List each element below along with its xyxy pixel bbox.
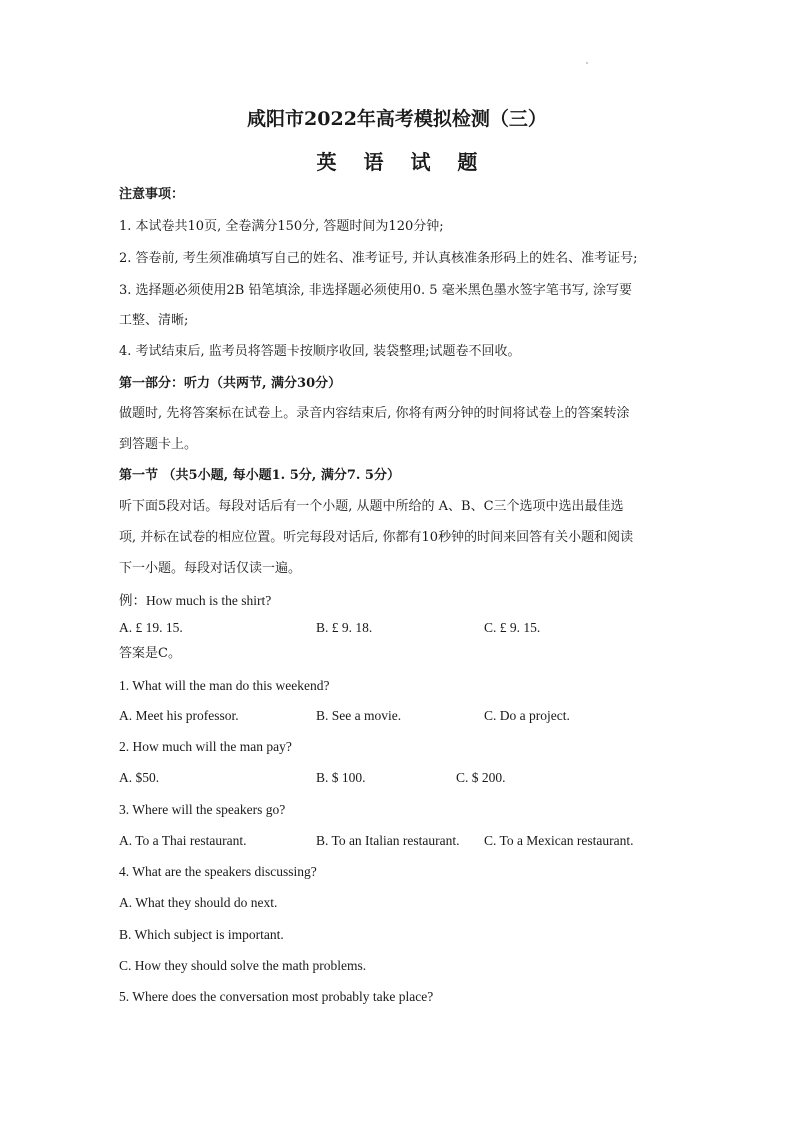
q3-option-b: B. To an Italian restaurant. [316,833,460,848]
question-3: 3. Where will the speakers go? [119,802,286,817]
q3-option-a: A. To a Thai restaurant. [119,833,247,848]
q3-option-c: C. To a Mexican restaurant. [484,833,634,848]
q2-option-a: A. $50. [119,770,160,785]
question-5: 5. Where does the conversation most probably take place? [119,989,434,1004]
example-option-c: C. £ 9. 15. [484,620,541,635]
q2-option-b: B. $ 100. [316,770,366,785]
note-item: 4. 考试结束后, 监考员将答题卡按顺序收回, 装袋整理;试题卷不回收。 [119,344,521,359]
q4-option-c: C. How they should solve the math problems. [119,958,367,973]
example-answer: 答案是C。 [119,646,181,661]
question-2: 2. How much will the man pay? [119,739,292,754]
question-1: 1. What will the man do this weekend? [119,678,330,693]
part1-instruction: 到答题卡上。 [119,437,198,452]
notes-heading: 注意事项： [119,187,185,202]
page-title: 咸阳市2022年高考模拟检测（三） [247,108,547,130]
part1-instruction: 做题时, 先将答案标在试卷上。录音内容结束后, 你将有两分钟的时间将试卷上的答案转涂 [119,406,630,421]
section1-instruction: 下一小题。每段对话仅读一遍。 [119,561,302,576]
example-option-b: B. £ 9. 18. [316,620,373,635]
note-item: 工整、清晰; [119,313,189,328]
q4-option-a: A. What they should do next. [119,895,278,910]
q2-option-c: C. $ 200. [456,770,506,785]
example-question: 例：How much is the shirt? [119,593,272,608]
q1-option-b: B. See a movie. [316,708,402,723]
question-4: 4. What are the speakers discussing? [119,864,317,879]
section1-heading: 第一节 （共5小题, 每小题1. 5分, 满分7. 5分） [119,468,400,483]
note-item: 2. 答卷前, 考生须准确填写自己的姓名、准考证号, 并认真核准条形码上的姓名、准考证号; [119,251,638,266]
scan-dot [586,62,588,64]
section1-instruction: 听下面5段对话。每段对话后有一个小题, 从题中所给的 A、B、C三个选项中选出最佳选 [119,499,624,514]
example-option-a: A. £ 19. 15. [119,620,183,635]
note-item: 3. 选择题必须使用2B 铅笔填涂, 非选择题必须使用0. 5 毫米黑色墨水签字笔书写, 涂写要 [119,283,632,298]
q4-option-b: B. Which subject is important. [119,927,284,942]
q1-option-c: C. Do a project. [484,708,570,723]
note-item: 1. 本试卷共10页, 全卷满分150分, 答题时间为120分钟; [119,219,444,234]
q1-option-a: A. Meet his professor. [119,708,239,723]
page-subtitle: 英 语 试 题 [316,150,488,174]
part1-heading: 第一部分：听力（共两节, 满分30分） [119,376,342,391]
section1-instruction: 项, 并标在试卷的相应位置。听完每段对话后, 你都有10秒钟的时间来回答有关小题和阅读 [119,530,634,545]
